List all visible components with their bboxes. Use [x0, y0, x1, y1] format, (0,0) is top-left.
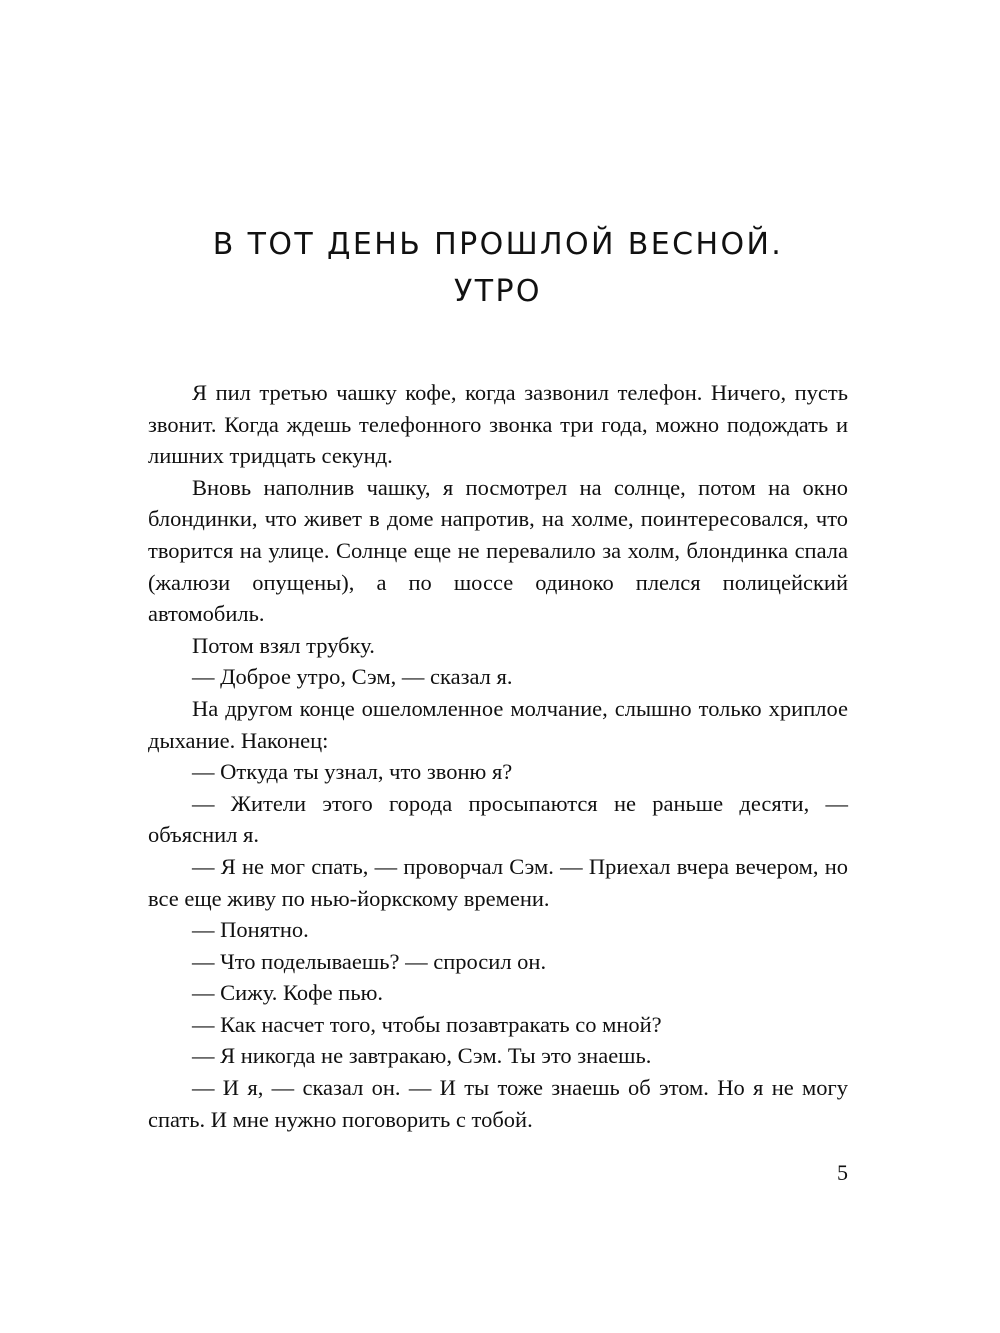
- paragraph: — Что поделываешь? — спросил он.: [192, 948, 547, 974]
- paragraph: — Доброе утро, Сэм, — сказал я.: [192, 664, 513, 690]
- paragraph: Я пил третью чашку кофе, когда зазвонил телефон. Ничего, пусть звонит. Когда ждешь телефонного звонка три года, можно подождать и лишних тридцать секунд.: [148, 380, 848, 469]
- paragraph: Потом взял трубку.: [192, 632, 375, 658]
- paragraph: — Я никогда не завтракаю, Сэм. Ты это знаешь.: [192, 1043, 652, 1069]
- paragraph: — Понятно.: [192, 917, 309, 943]
- chapter-title-line-1: В ТОТ ДЕНЬ ПРОШЛОЙ ВЕСНОЙ.: [212, 227, 784, 262]
- page-content: [148, 0, 848, 1135]
- paragraph: — Откуда ты узнал, что звоню я?: [192, 759, 513, 785]
- paragraph: — Жители этого города просыпаются не раньше десяти, — объяснил я.: [148, 790, 848, 848]
- chapter-title: [148, 222, 848, 315]
- paragraph: — Я не мог спать, — проворчал Сэм. — Приехал вчера вечером, но все еще живу по нью-йоркскому времени.: [148, 853, 848, 911]
- paragraph: Вновь наполнив чашку, я посмотрел на солнце, потом на окно блондинки, что живет в доме напротив, на холме, поинтересовался, что творится на улице. Солнце еще не перевалило за холм, блондинка спала (жалюзи опущены), а по шоссе одиноко плелся полицейский автомобиль.: [148, 474, 848, 627]
- paragraph: — И я, — сказал он. — И ты тоже знаешь об этом. Но я не могу спать. И мне нужно поговорить с тобой.: [148, 1075, 848, 1132]
- chapter-title-line-2: УТРО: [454, 273, 542, 309]
- body-text: [148, 377, 848, 1135]
- page-number: 5: [837, 1160, 848, 1185]
- paragraph: На другом конце ошеломленное молчание, слышно только хриплое дыхание. Наконец:: [148, 695, 848, 753]
- paragraph: — Как насчет того, чтобы позавтракать со мной?: [192, 1011, 662, 1037]
- paragraph: — Сижу. Кофе пью.: [192, 980, 384, 1006]
